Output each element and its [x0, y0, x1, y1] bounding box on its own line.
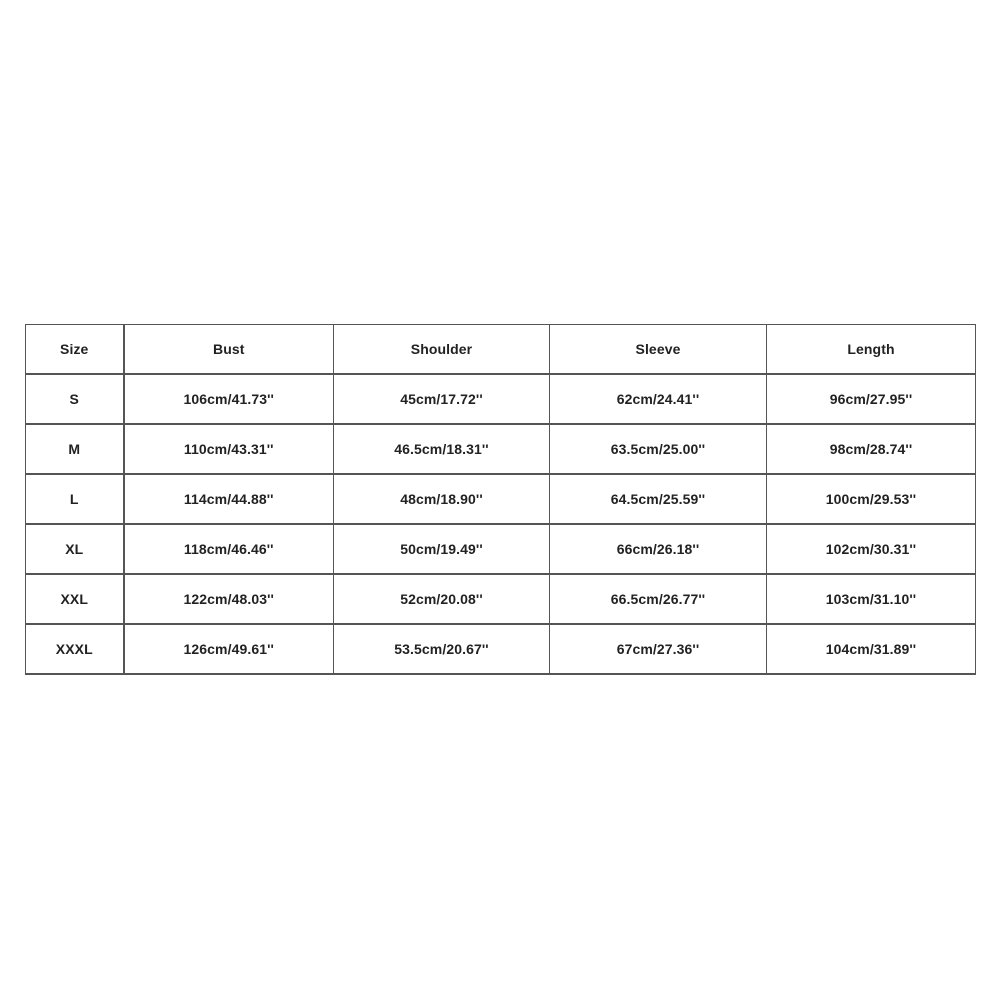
- header-bust: Bust: [124, 325, 334, 375]
- header-size: Size: [26, 325, 124, 375]
- cell-size: XXXL: [26, 624, 124, 674]
- cell-shoulder: 52cm/20.08'': [334, 574, 550, 624]
- cell-bust: 122cm/48.03'': [124, 574, 334, 624]
- cell-length: 103cm/31.10'': [767, 574, 976, 624]
- cell-shoulder: 48cm/18.90'': [334, 474, 550, 524]
- cell-sleeve: 64.5cm/25.59'': [550, 474, 767, 524]
- table-row: [26, 574, 976, 624]
- cell-bust: 110cm/43.31'': [124, 424, 334, 474]
- cell-length: 104cm/31.89'': [767, 624, 976, 674]
- header-sleeve: Sleeve: [550, 325, 767, 375]
- size-chart-table: [25, 324, 976, 675]
- cell-shoulder: 46.5cm/18.31'': [334, 424, 550, 474]
- header-length: Length: [767, 325, 976, 375]
- cell-bust: 106cm/41.73'': [124, 374, 334, 424]
- cell-sleeve: 66.5cm/26.77'': [550, 574, 767, 624]
- cell-sleeve: 63.5cm/25.00'': [550, 424, 767, 474]
- cell-bust: 118cm/46.46'': [124, 524, 334, 574]
- cell-shoulder: 50cm/19.49'': [334, 524, 550, 574]
- cell-size: L: [26, 474, 124, 524]
- cell-size: XL: [26, 524, 124, 574]
- cell-shoulder: 53.5cm/20.67'': [334, 624, 550, 674]
- table-row: [26, 374, 976, 424]
- table-row: [26, 524, 976, 574]
- cell-shoulder: 45cm/17.72'': [334, 374, 550, 424]
- cell-size: M: [26, 424, 124, 474]
- cell-length: 98cm/28.74'': [767, 424, 976, 474]
- table-row: [26, 474, 976, 524]
- cell-bust: 126cm/49.61'': [124, 624, 334, 674]
- cell-sleeve: 62cm/24.41'': [550, 374, 767, 424]
- cell-length: 100cm/29.53'': [767, 474, 976, 524]
- cell-length: 96cm/27.95'': [767, 374, 976, 424]
- cell-size: XXL: [26, 574, 124, 624]
- cell-size: S: [26, 374, 124, 424]
- table-row: [26, 624, 976, 674]
- cell-sleeve: 67cm/27.36'': [550, 624, 767, 674]
- cell-sleeve: 66cm/26.18'': [550, 524, 767, 574]
- header-shoulder: Shoulder: [334, 325, 550, 375]
- table-row: [26, 424, 976, 474]
- header-row: [26, 325, 976, 375]
- cell-length: 102cm/30.31'': [767, 524, 976, 574]
- cell-bust: 114cm/44.88'': [124, 474, 334, 524]
